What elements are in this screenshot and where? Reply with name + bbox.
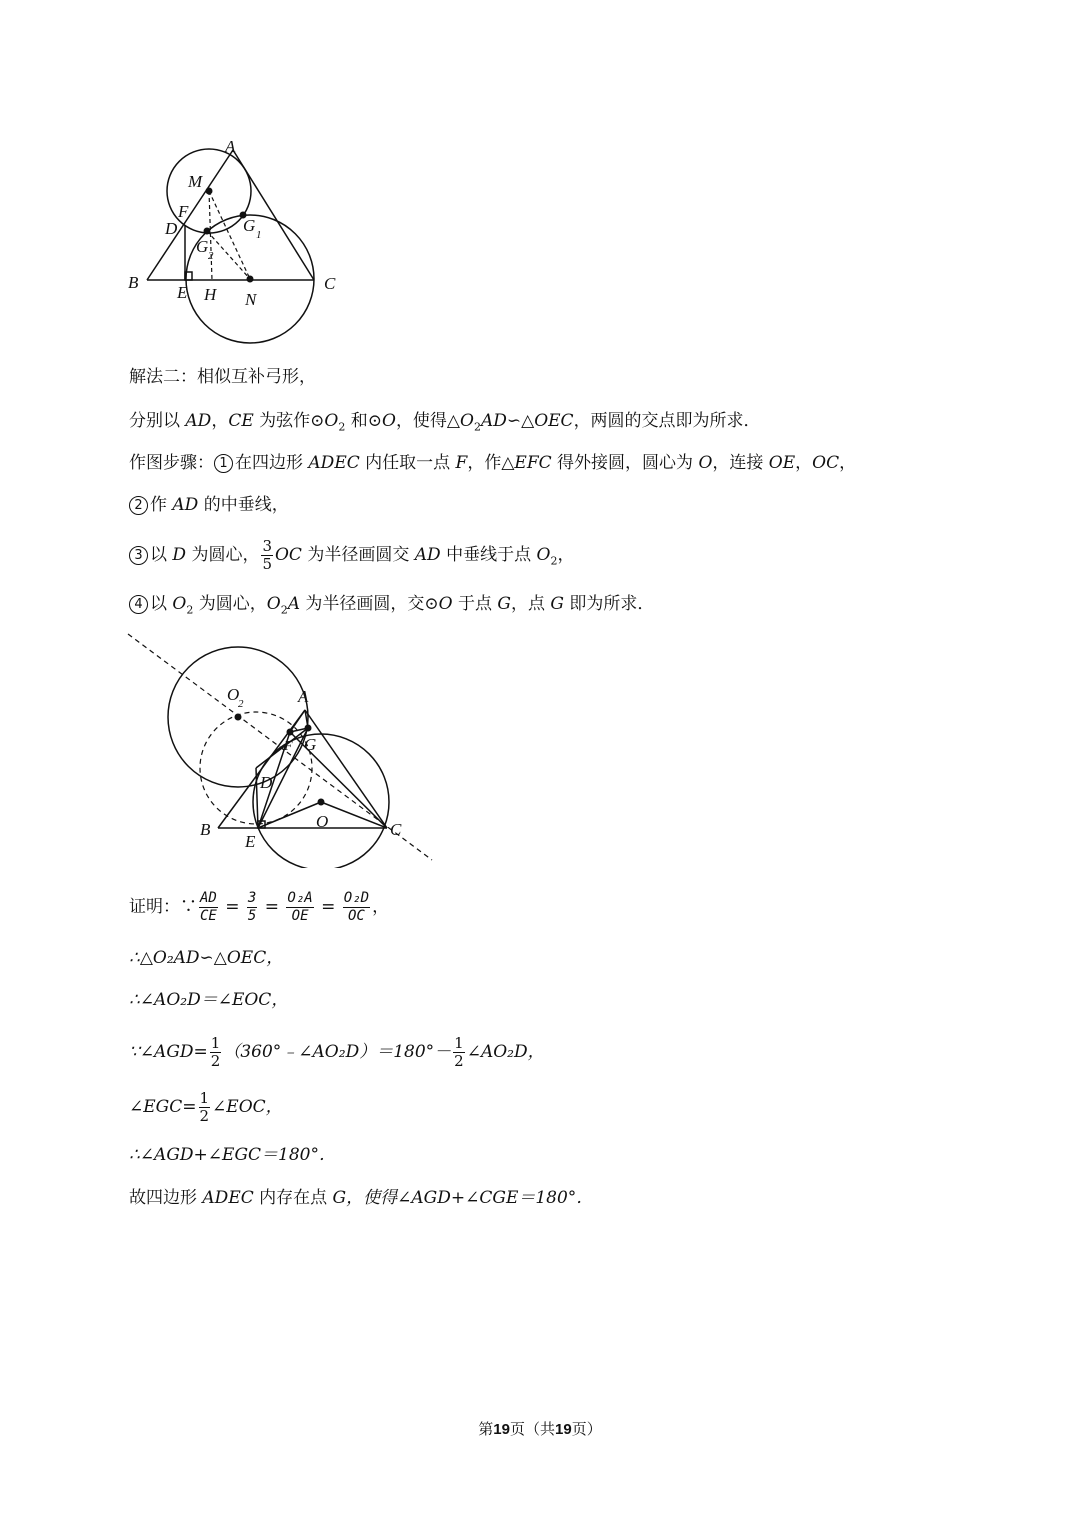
segment-BA [147, 150, 233, 280]
label-E: E [177, 283, 188, 302]
step-1-number: 1 [214, 454, 233, 473]
method-line-1: 分别以 AD，CE 为弦作$⊙O_2$ 和⊙O，使得$\triangle O_2AD∽\triangle OEC$，两圆的交点即为所求． [129, 411, 761, 434]
label-O: O [316, 812, 329, 831]
page-total: 19 [555, 1421, 572, 1438]
segment-OE [258, 802, 321, 828]
label-N: N [245, 290, 257, 309]
figure-1-lines [147, 149, 314, 343]
label-G2-sub: 2 [208, 250, 214, 262]
label-E: E [245, 832, 256, 851]
label-B: B [128, 273, 139, 292]
fraction-3-5-proof: $\frac{3}{5}$ [247, 890, 257, 924]
label-H: H [204, 285, 217, 304]
proof-line-2: ∴△O₂AD∽△OEC， [129, 948, 284, 968]
label-B: B [200, 820, 211, 839]
fraction-AD-CE: $\frac{AD}{CE}$ [200, 890, 217, 924]
step-2: 2 作 AD 的中垂线， [129, 493, 289, 517]
label-O2-sub: 2 [238, 698, 244, 710]
step-1: 作图步骤： 1 在四边形 ADEC 内任取一点 F，作△EFC 得外接圆，圆心为 O，连接 OE，OC， [129, 453, 857, 473]
step-4: 4 以 $O_2$ 为圆心，$O_2A$ 为半径画圆，交⊙O 于点 G，点 G 即为所求． [129, 592, 654, 622]
fraction-3-5: $\frac{3}{5}$ [262, 537, 272, 573]
label-G1-sub: 1 [256, 229, 262, 241]
label-A: A [225, 137, 236, 156]
fraction-1-2-b: $\frac{1}{2}$ [454, 1034, 464, 1070]
segment-AC [305, 710, 387, 828]
label-M: M [188, 172, 203, 191]
figure-2 [125, 628, 440, 868]
label-F: F [284, 739, 293, 754]
label-C: C [390, 820, 402, 839]
proof-line-4: ∵∠AGD= $\frac{1}{2}$ （360°﹣∠AO₂D）＝180°－ $\frac{1}{2}$ ∠AO₂D， [129, 1034, 545, 1070]
step-4-number: 4 [129, 595, 148, 614]
fraction-O2D-OC: $\frac{\text{O₂D}}{OC}$ [343, 890, 370, 924]
step-2-number: 2 [129, 496, 148, 515]
step-3-number: 3 [129, 546, 148, 565]
label-C: C [324, 274, 336, 293]
figure-1-dashed [207, 191, 250, 280]
fraction-1-2-c: $\frac{1}{2}$ [199, 1089, 210, 1125]
label-D: D [165, 219, 178, 238]
label-G1: G [243, 216, 256, 235]
page-footer: 第19页（共19页） [478, 1420, 602, 1438]
proof-line-5: ∠EGC= $\frac{1}{2}$ ∠EOC， [129, 1089, 283, 1125]
proof-conclusion: 故四边形 ADEC 内存在点 G，使得∠AGD+∠CGE＝180°． [129, 1188, 594, 1208]
label-G2: G [196, 237, 209, 256]
proof-line-6: ∴∠AGD+∠EGC＝180°． [129, 1145, 336, 1165]
proof-line-1: 证明：∵ $\frac{AD}{CE}$ = $\frac{3}{5}$ = $\frac{\text{O₂A}}{OE}$ = $\frac{\text{O₂D}}{OC}$ ， [129, 890, 390, 924]
fraction-1-2-a: $\frac{1}{2}$ [210, 1034, 221, 1070]
label-G: G [304, 735, 317, 754]
page-number: 19 [493, 1421, 510, 1438]
proof-line-3: ∴∠AO₂D＝∠EOC， [129, 990, 289, 1010]
figure-1 [125, 133, 355, 348]
label-D: D [260, 773, 273, 792]
label-O2: O [227, 685, 240, 704]
fraction-O2A-OE: $\frac{\text{O₂A}}{OE}$ [287, 890, 313, 924]
label-F: F [178, 202, 189, 221]
label-A: A [298, 687, 309, 706]
step-3: 3 以 D 为圆心， $\frac{3}{5}$ OC 为半径画圆交 AD 中垂线于点 $O_2$， [129, 536, 574, 580]
method-title: 解法二：相似互补弓形， [129, 367, 316, 387]
